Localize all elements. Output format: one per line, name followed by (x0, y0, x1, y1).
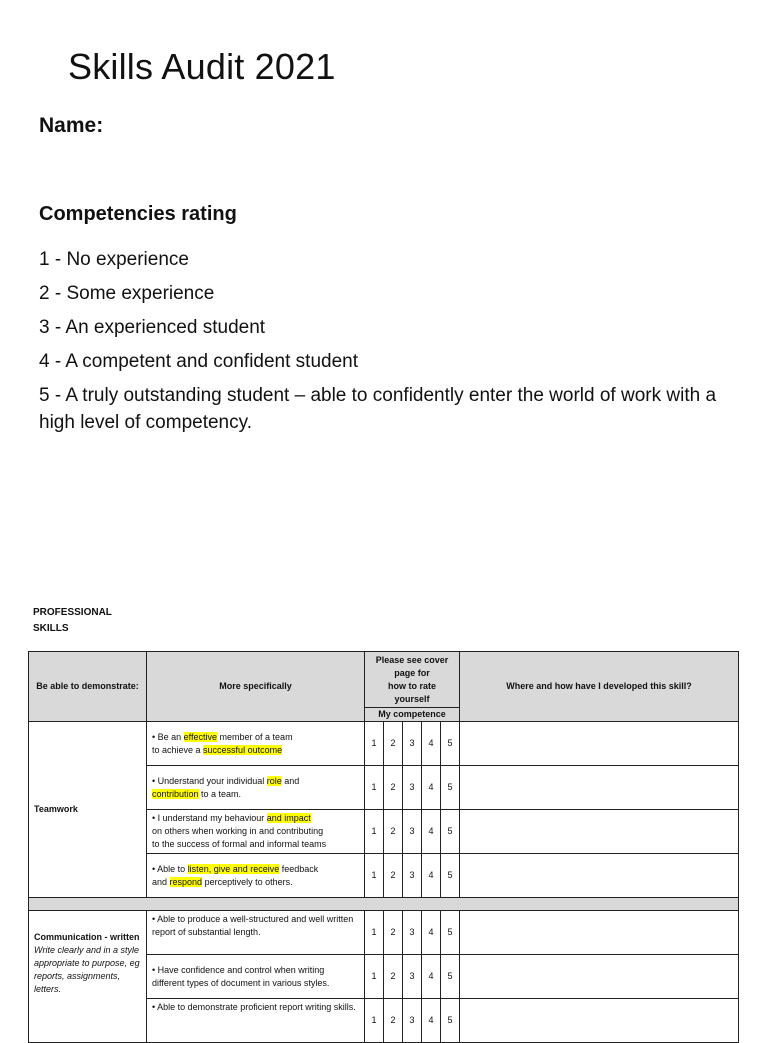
where-how-cell[interactable] (460, 911, 739, 955)
rating-option-5[interactable]: 5 (441, 810, 460, 854)
rating-option-4[interactable]: 4 (422, 810, 441, 854)
where-how-cell[interactable] (460, 722, 739, 766)
rating-item-1: 1 - No experience (39, 249, 189, 270)
page-title: Skills Audit 2021 (68, 46, 336, 87)
table-row (29, 911, 739, 955)
communication-desc-2: • Have confidence and control when writing different types of document in various styles. (147, 955, 365, 999)
rating-option-5[interactable]: 5 (441, 722, 460, 766)
rating-option-2[interactable]: 2 (384, 854, 403, 898)
header-where-how-text: Where and how have I developed this skill? (506, 681, 692, 691)
rating-list (39, 246, 729, 443)
rate-note-line2: page for (394, 668, 430, 678)
table-row (29, 722, 739, 766)
rating-option-3[interactable]: 3 (403, 999, 422, 1043)
table-spacer-row (29, 898, 739, 911)
rating-option-2[interactable]: 2 (384, 722, 403, 766)
header-where-how (460, 652, 739, 722)
rating-option-3[interactable]: 3 (403, 911, 422, 955)
skill-teamwork-label: Teamwork (34, 804, 78, 814)
rating-option-4[interactable]: 4 (422, 911, 441, 955)
rating-item-2: 2 - Some experience (39, 283, 215, 304)
header-be-able-text: Be able to demonstrate: (36, 681, 139, 691)
my-competence-text: My competence (378, 709, 446, 719)
teamwork-desc-4: • Able to listen, give and receive feedback and respond perceptively to others. (147, 854, 365, 898)
competencies-heading: Competencies rating (39, 203, 237, 225)
rating-option-1[interactable]: 1 (365, 766, 384, 810)
communication-desc-3: • Able to demonstrate proficient report writing skills. (147, 999, 365, 1043)
rating-option-2[interactable]: 2 (384, 911, 403, 955)
rating-option-4[interactable]: 4 (422, 722, 441, 766)
rating-option-2[interactable]: 2 (384, 766, 403, 810)
skill-teamwork (29, 722, 147, 898)
section-label-line1: PROFESSIONAL (33, 607, 112, 618)
section-label (33, 605, 133, 637)
rating-item-3: 3 - An experienced student (39, 317, 266, 338)
rating-option-3[interactable]: 3 (403, 955, 422, 999)
rating-option-2[interactable]: 2 (384, 810, 403, 854)
skill-communication (29, 911, 147, 1043)
rating-option-5[interactable]: 5 (441, 955, 460, 999)
communication-desc-1: • Able to produce a well-structured and well written report of substantial length. (147, 911, 365, 955)
teamwork-desc-3: • I understand my behaviour and impact on others when working in and contributing to the success of formal and informal teams (147, 810, 365, 854)
rating-option-1[interactable]: 1 (365, 955, 384, 999)
rating-option-1[interactable]: 1 (365, 911, 384, 955)
skills-table (28, 651, 739, 1043)
rating-option-1[interactable]: 1 (365, 722, 384, 766)
rating-option-3[interactable]: 3 (403, 766, 422, 810)
rating-option-4[interactable]: 4 (422, 999, 441, 1043)
rating-option-4[interactable]: 4 (422, 854, 441, 898)
where-how-cell[interactable] (460, 854, 739, 898)
rating-option-5[interactable]: 5 (441, 911, 460, 955)
table-header-row (29, 652, 739, 708)
teamwork-desc-1: • Be an effective member of a team to achieve a successful outcome (147, 722, 365, 766)
where-how-cell[interactable] (460, 810, 739, 854)
where-how-cell[interactable] (460, 955, 739, 999)
teamwork-desc-2: • Understand your individual role and contribution to a team. (147, 766, 365, 810)
header-more-specifically-text: More specifically (219, 681, 292, 691)
where-how-cell[interactable] (460, 766, 739, 810)
rating-option-4[interactable]: 4 (422, 766, 441, 810)
rating-item-4: 4 - A competent and confident student (39, 351, 359, 372)
header-my-competence (365, 708, 460, 722)
where-how-cell[interactable] (460, 999, 739, 1043)
rate-note-line4: yourself (394, 694, 430, 704)
spacer-cell (29, 898, 739, 911)
rate-note-line3: how to rate (387, 681, 436, 691)
header-more-specifically (147, 652, 365, 722)
rating-option-5[interactable]: 5 (441, 766, 460, 810)
rating-option-4[interactable]: 4 (422, 955, 441, 999)
header-be-able (29, 652, 147, 722)
rating-option-3[interactable]: 3 (403, 722, 422, 766)
header-rate-note (365, 652, 460, 708)
rating-option-5[interactable]: 5 (441, 999, 460, 1043)
rating-item-5: 5 - A truly outstanding student – able to confidently enter the world of work with a high level of competency. (39, 385, 717, 433)
rating-option-3[interactable]: 3 (403, 810, 422, 854)
name-label: Name: (39, 114, 104, 137)
rating-option-5[interactable]: 5 (441, 854, 460, 898)
rating-option-2[interactable]: 2 (384, 999, 403, 1043)
rating-option-3[interactable]: 3 (403, 854, 422, 898)
skill-communication-label: Communication - written (34, 932, 140, 942)
rating-option-1[interactable]: 1 (365, 810, 384, 854)
section-label-line2: SKILLS (33, 623, 69, 634)
rating-option-1[interactable]: 1 (365, 854, 384, 898)
rating-option-2[interactable]: 2 (384, 955, 403, 999)
rating-option-1[interactable]: 1 (365, 999, 384, 1043)
rate-note-line1: Please see cover (375, 655, 449, 665)
skill-communication-note: Write clearly and in a style appropriate to purpose, eg reports, assignments, letters. (34, 945, 140, 994)
